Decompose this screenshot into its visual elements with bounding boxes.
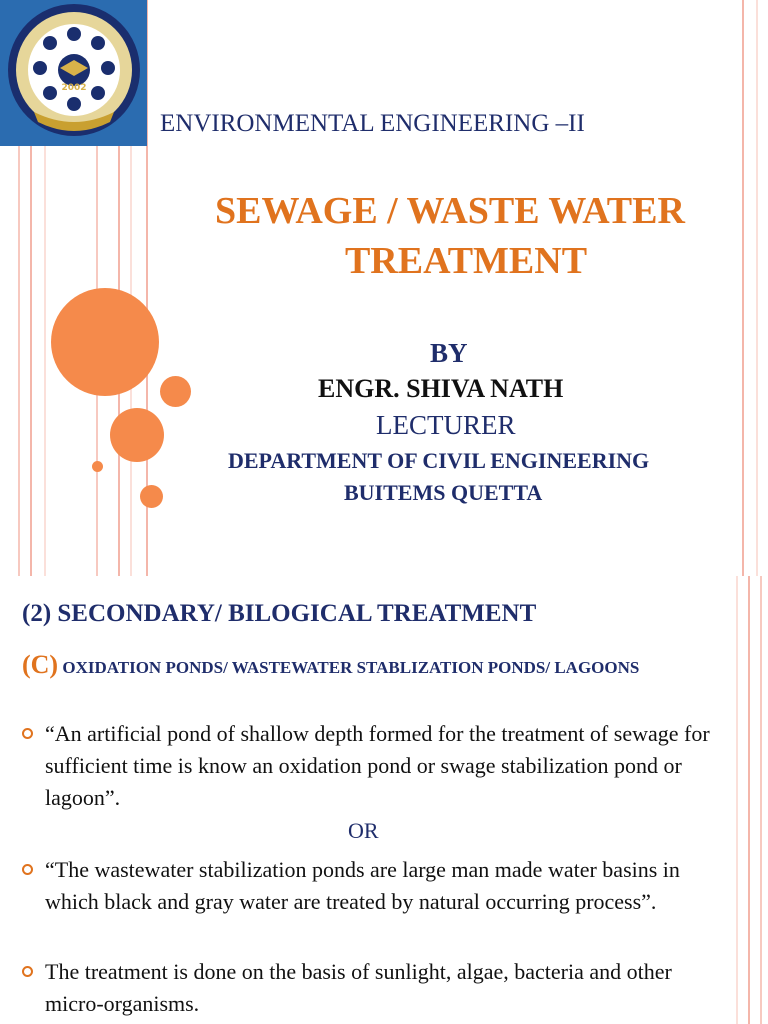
bullet-text: “The wastewater stabilization ponds are large man made water basins in which black and gray water are treated by natural occurring process”. (45, 857, 680, 914)
content-slide (0, 576, 768, 1024)
department: DEPARTMENT OF CIVIL ENGINEERING (228, 448, 650, 473)
section-heading: (2) SECONDARY/ BILOGICAL TREATMENT (22, 600, 537, 627)
author-name: ENGR. SHIVA NATH (318, 374, 564, 403)
course-title: ENVIRONMENTAL ENGINEERING –II (160, 110, 585, 137)
sub-heading-text: OXIDATION PONDS/ WASTEWATER STABLIZATION PONDS/ LAGOONS (62, 658, 640, 677)
decor-circle-small (140, 485, 163, 508)
main-title-line1: SEWAGE / WASTE WATER (215, 190, 685, 232)
bullet-item (22, 718, 712, 814)
main-title-line2: TREATMENT (344, 240, 588, 282)
by-label: BY (430, 338, 468, 368)
decor-circle-large (51, 288, 159, 396)
university: BUITEMS QUETTA (344, 480, 543, 505)
author-position: LECTURER (376, 410, 516, 440)
sub-heading-letter: (C) (22, 650, 59, 679)
bullet-ring-icon (22, 966, 33, 977)
bullet-item (22, 956, 712, 1020)
decor-circle-small (160, 376, 191, 407)
decor-stripe (756, 0, 758, 576)
university-logo (0, 0, 147, 146)
bullet-text: “An artificial pond of shallow depth formed for the treatment of sewage for sufficient time is know an oxidation pond or swage stabilization pond or lagoon”. (45, 721, 710, 810)
main-title (150, 186, 750, 286)
sub-heading (22, 652, 722, 681)
or-label: OR (348, 818, 379, 843)
decor-circle-tiny (92, 461, 103, 472)
logo-year: 2002 (61, 83, 87, 93)
bullet-item (22, 854, 712, 918)
decor-circle-medium (110, 408, 164, 462)
bullet-ring-icon (22, 728, 33, 739)
bullet-text: The treatment is done on the basis of sunlight, algae, bacteria and other micro-organisms. (45, 959, 672, 1016)
decor-stripe (748, 576, 750, 1024)
bullet-ring-icon (22, 864, 33, 875)
decor-stripe (760, 576, 762, 1024)
decor-stripe (736, 576, 738, 1024)
decor-stripe (742, 0, 744, 576)
